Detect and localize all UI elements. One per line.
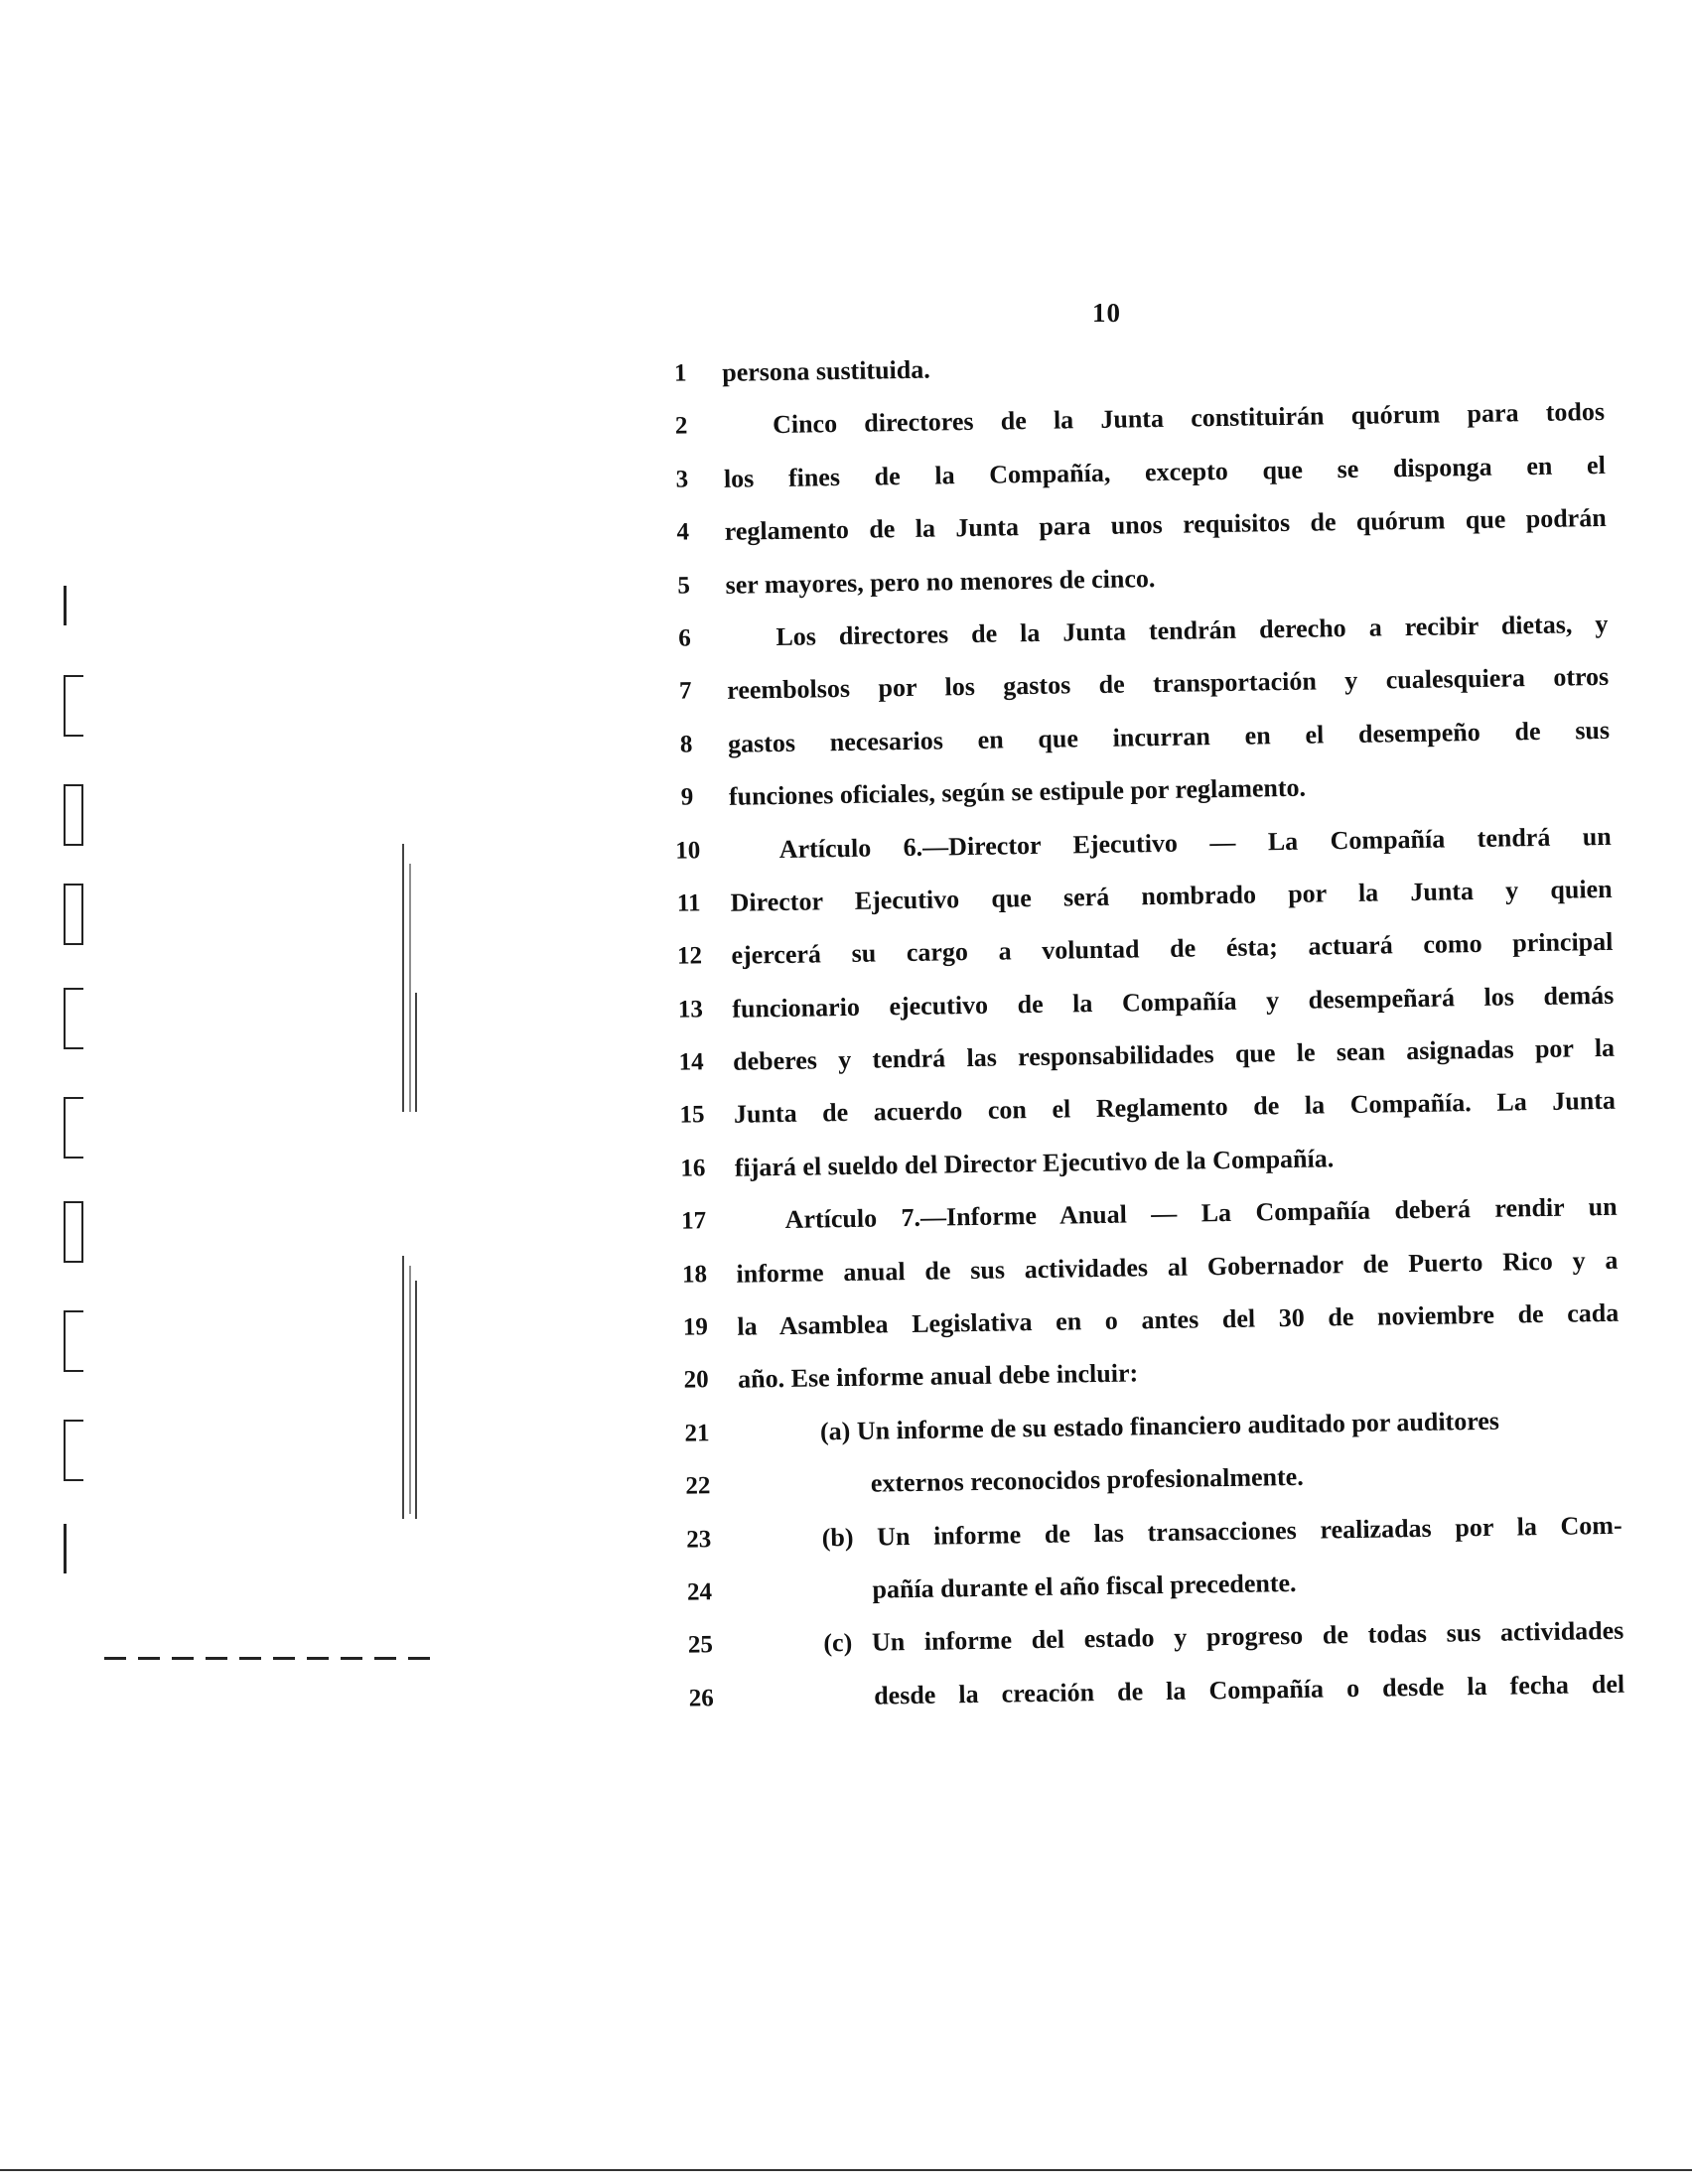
line-number: 14 <box>678 1048 704 1076</box>
line-number: 9 <box>680 783 694 811</box>
line-number: 19 <box>682 1313 709 1341</box>
line-number: 1 <box>673 359 687 387</box>
line-number: 26 <box>688 1684 714 1712</box>
margin-mark <box>64 1420 83 1481</box>
line-text: (b) Un informe de las transacciones realizadas por la Com- <box>821 1510 1622 1553</box>
line-text: los fines de la Compañía, excepto que se disponga en el <box>723 450 1607 493</box>
line-number: 6 <box>677 624 691 652</box>
page-number: 10 <box>1092 298 1121 328</box>
line-text: Artículo 6.—Director Ejecutivo — La Compañía tendrá un <box>778 821 1612 864</box>
page-bottom-rule <box>0 2169 1692 2171</box>
line-text: deberes y tendrá las responsabilidades que le sean asignadas por la <box>732 1032 1616 1076</box>
line-number: 4 <box>676 518 690 546</box>
margin-mark <box>64 1097 83 1159</box>
line-text: pañía durante el año fiscal precedente. <box>872 1568 1297 1604</box>
line-number: 5 <box>677 571 691 600</box>
line-number: 2 <box>674 412 688 441</box>
line-number: 10 <box>675 836 701 865</box>
line-number: 20 <box>683 1366 709 1395</box>
line-number: 23 <box>685 1525 712 1554</box>
line-number: 24 <box>686 1578 713 1606</box>
line-text: Los directores de la Junta tendrán derecho a recibir dietas, y <box>776 609 1609 652</box>
line-text: (c) Un informe del estado y progreso de todas sus actividades <box>823 1616 1624 1658</box>
line-text: reglamento de la Junta para unos requisitos de quórum que podrán <box>724 503 1607 547</box>
line-number: 17 <box>680 1207 707 1235</box>
margin-mark <box>64 884 83 945</box>
scan-line <box>402 1256 404 1519</box>
line-text: Director Ejecutivo que será nombrado por la Junta y quien <box>730 874 1613 917</box>
line-number: 22 <box>685 1472 711 1500</box>
line-text: gastos necesarios en que incurran en el desempeño de sus <box>727 715 1611 758</box>
line-text: funciones oficiales, según se estipule por reglamento. <box>728 772 1307 811</box>
margin-mark <box>64 675 83 737</box>
line-text: funcionario ejecutivo de la Compañía y desempeñará los demás <box>732 980 1615 1024</box>
line-number: 16 <box>680 1155 706 1182</box>
line-number: 12 <box>676 942 703 970</box>
line-number: 13 <box>677 995 704 1024</box>
line-text: informe anual de sus actividades al Gobernador de Puerto Rico y a <box>736 1245 1619 1289</box>
line-text: desde la creación de la Compañía o desde la fecha del <box>873 1669 1625 1710</box>
line-text: ejercerá su cargo a voluntad de ésta; actuará como principal <box>731 927 1614 971</box>
scan-line <box>415 993 417 1112</box>
line-number: 21 <box>684 1420 710 1447</box>
line-text: persona sustituida. <box>722 354 930 387</box>
line-text: externos reconocidos profesionalmente. <box>870 1462 1304 1498</box>
margin-mark <box>64 1201 83 1263</box>
dashed-rule <box>104 1657 437 1660</box>
line-number: 25 <box>687 1631 714 1659</box>
line-number: 8 <box>679 731 693 758</box>
line-text: Cinco directores de la Junta constituirán quórum para todos <box>772 397 1606 440</box>
line-text: fijará el sueldo del Director Ejecutivo de la Compañía. <box>734 1144 1335 1182</box>
scan-line <box>402 844 404 1112</box>
line-number: 15 <box>679 1101 705 1130</box>
line-text: ser mayores, pero no menores de cinco. <box>725 563 1156 600</box>
line-text: la Asamblea Legislativa en o antes del 30 de noviembre de cada <box>737 1297 1620 1341</box>
margin-mark <box>64 784 83 846</box>
scan-line <box>415 1281 417 1519</box>
line-text: Junta de acuerdo con el Reglamento de la Compañía. La Junta <box>733 1086 1617 1130</box>
margin-mark <box>64 1310 83 1372</box>
margin-mark <box>64 988 83 1049</box>
margin-mark <box>64 586 84 625</box>
scan-line <box>409 1266 411 1514</box>
line-number: 3 <box>675 466 689 493</box>
document-body <box>650 342 1625 1735</box>
line-text: Artículo 7.—Informe Anual — La Compañía deberá rendir un <box>784 1192 1618 1235</box>
line-text: año. Ese informe anual debe incluir: <box>737 1358 1139 1395</box>
line-text: reembolsos por los gastos de transportación y cualesquiera otros <box>727 662 1610 706</box>
line-number: 11 <box>676 889 701 917</box>
line-text: (a) Un informe de su estado financiero auditado por auditores <box>819 1406 1500 1446</box>
margin-mark <box>64 1524 84 1573</box>
scan-line <box>409 864 411 1112</box>
line-number: 18 <box>681 1260 708 1289</box>
line-number: 7 <box>678 677 692 705</box>
